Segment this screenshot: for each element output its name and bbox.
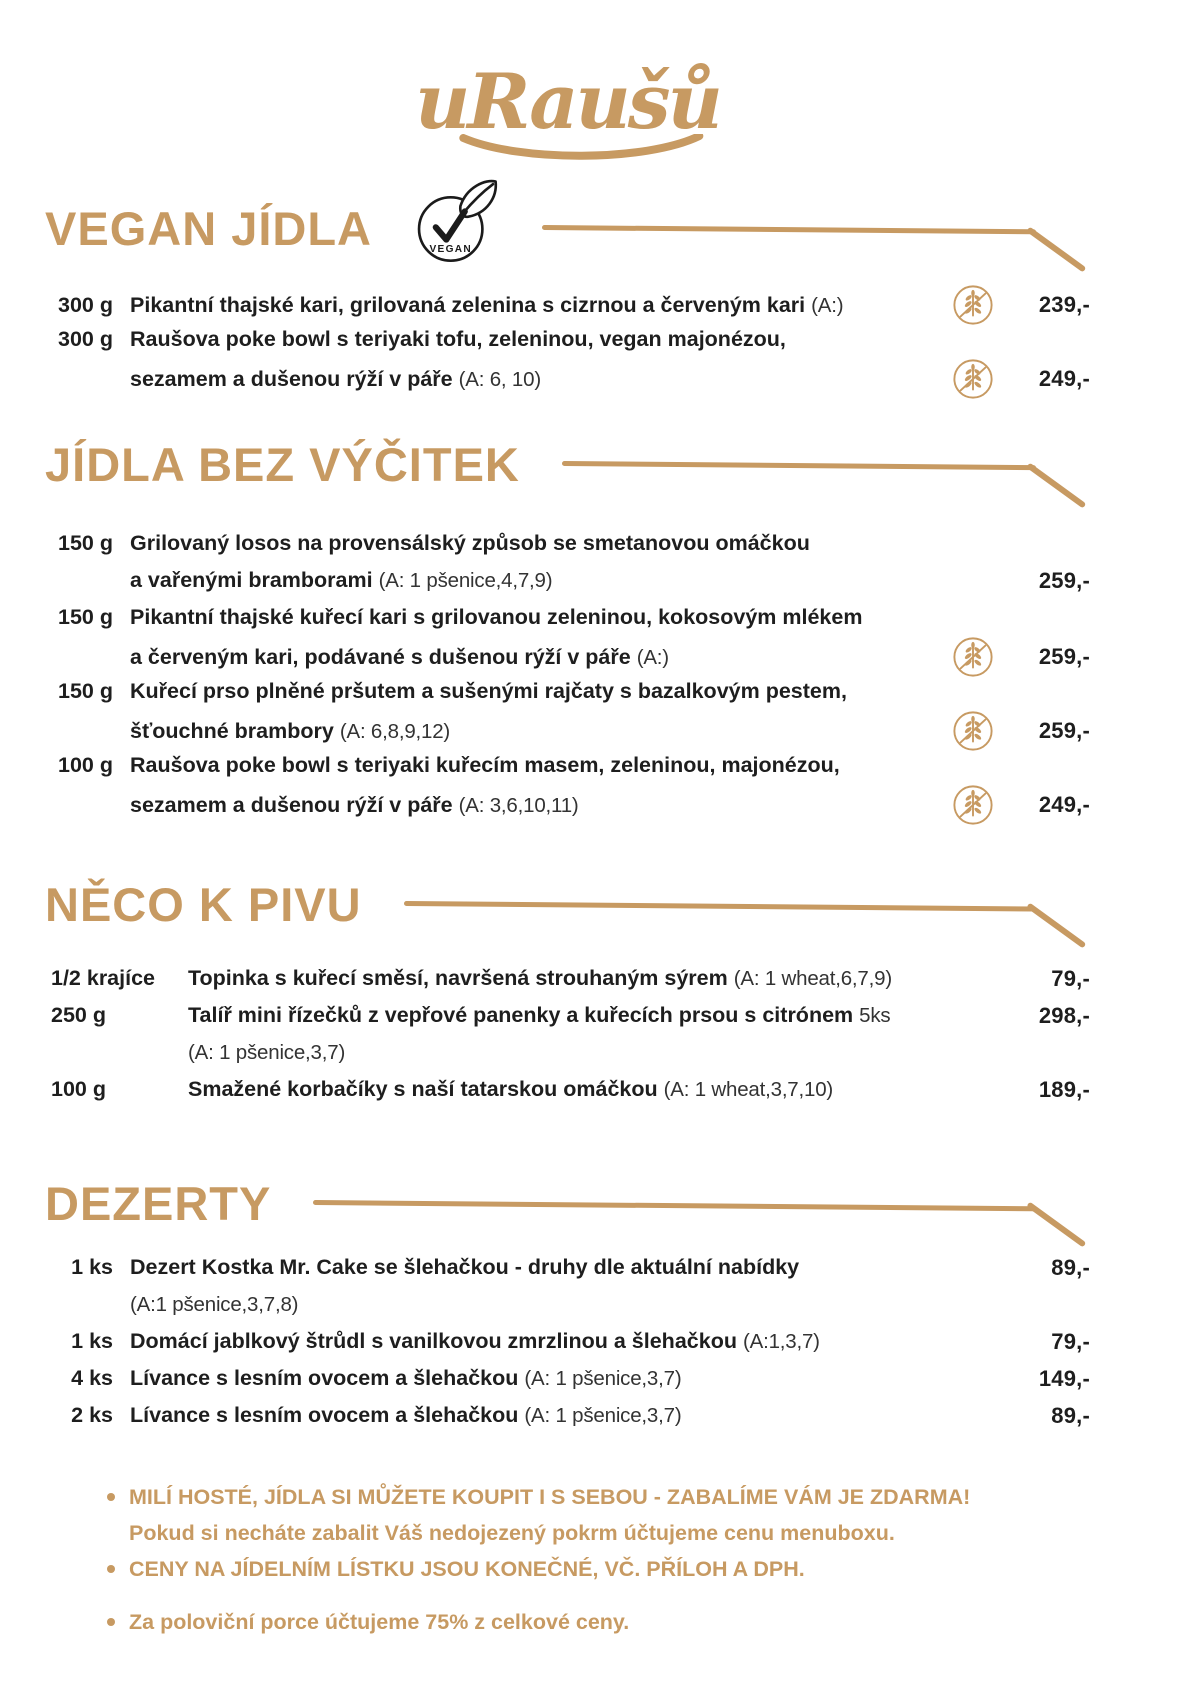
item-icon-cell bbox=[944, 784, 1002, 826]
item-allergen-text: 5ks bbox=[859, 1004, 891, 1027]
item-name-text: Raušova poke bowl s teriyaki tofu, zeleninou, vegan majonézou, bbox=[130, 327, 786, 351]
item-name-text: Lívance s lesním ovocem a šlehačkou bbox=[130, 1403, 519, 1427]
section-title: DEZERTY bbox=[45, 1176, 272, 1230]
menu-item bbox=[45, 673, 1090, 747]
menu-item bbox=[45, 1360, 1090, 1397]
logo-text: uRaušů bbox=[415, 57, 720, 146]
menu-item-line bbox=[45, 747, 1090, 784]
item-price: 149,- bbox=[1038, 1365, 1090, 1391]
item-name-text: Kuřecí prso plněné pršutem a sušenými rajčaty s bazalkovým pestem, bbox=[130, 679, 847, 703]
footer-note bbox=[105, 1604, 1090, 1640]
item-name-text: Lívance s lesním ovocem a šlehačkou bbox=[130, 1366, 519, 1390]
item-description bbox=[113, 719, 944, 744]
item-allergen-text: (A: 3,6,10,11) bbox=[458, 793, 579, 817]
menu-item-line bbox=[45, 525, 1090, 562]
section-divider-line bbox=[404, 865, 1090, 943]
menu-item-line bbox=[45, 1360, 1090, 1397]
item-description bbox=[113, 793, 944, 818]
item-name-text: a červeným kari, podávané s dušenou rýží v páře bbox=[130, 644, 631, 669]
menu-item-line bbox=[45, 710, 1090, 747]
item-price: 239,- bbox=[1038, 292, 1090, 317]
item-description bbox=[113, 1255, 944, 1280]
logo-swoosh-icon bbox=[449, 134, 707, 160]
menu-section-neco-k-pivu bbox=[45, 865, 1090, 1108]
gluten-free-icon bbox=[952, 636, 994, 678]
gluten-free-icon bbox=[952, 358, 994, 400]
item-description bbox=[113, 568, 944, 593]
section-title: NĚCO K PIVU bbox=[45, 877, 362, 931]
footer-notes bbox=[105, 1479, 1090, 1640]
footer-note-bullet-line: CENY NA JÍDELNÍM LÍSTKU JSOU KONEČNÉ, VČ. PŘÍLOH A DPH. bbox=[105, 1551, 1090, 1587]
item-name-text: Dezert Kostka Mr. Cake se šlehačkou - druhy dle aktuální nabídky bbox=[130, 1255, 800, 1279]
restaurant-logo bbox=[45, 58, 1090, 158]
item-name-text: Pikantní thajské kari, grilovaná zelenina s cizrnou a červeným kari bbox=[130, 292, 806, 317]
item-price: 79,- bbox=[1051, 1328, 1090, 1354]
item-icon-cell bbox=[944, 636, 1002, 678]
item-portion-size: 150 g bbox=[58, 605, 113, 629]
footer-note bbox=[105, 1479, 1090, 1551]
menu-item-line bbox=[45, 562, 1090, 599]
item-name-text: Talíř mini řízečků z vepřové panenky a kuřecích prsou s citrónem bbox=[188, 1003, 854, 1027]
menu-item-line bbox=[45, 636, 1090, 673]
item-description bbox=[113, 1366, 944, 1391]
item-icon-cell bbox=[944, 710, 1002, 752]
item-name-text: sezamem a dušenou rýží v páře bbox=[130, 792, 453, 817]
item-portion-size: 2 ks bbox=[71, 1403, 113, 1427]
item-allergen-text: (A: 1 wheat,3,7,10) bbox=[663, 1078, 834, 1101]
item-description bbox=[113, 293, 944, 318]
item-allergen-text: (A:1 pšenice,3,7,8) bbox=[130, 1293, 299, 1316]
section-items bbox=[45, 960, 1090, 1108]
vegan-badge-icon bbox=[412, 172, 500, 272]
section-divider-line bbox=[313, 1164, 1090, 1242]
menu-item-line bbox=[45, 1397, 1090, 1434]
menu-item-line bbox=[45, 358, 1090, 395]
menu-item-line bbox=[45, 997, 1090, 1034]
menu-item bbox=[45, 525, 1090, 599]
menu-item bbox=[45, 1323, 1090, 1360]
section-header bbox=[45, 1164, 1090, 1242]
item-description bbox=[113, 679, 944, 704]
section-title: JÍDLA BEZ VÝČITEK bbox=[45, 437, 520, 491]
section-items bbox=[45, 525, 1090, 821]
section-divider-line bbox=[542, 180, 1090, 276]
menu-item bbox=[45, 1249, 1090, 1323]
item-allergen-text: (A: 1 pšenice,3,7) bbox=[524, 1404, 682, 1427]
item-icon-cell bbox=[944, 358, 1002, 400]
menu-section-jidla-bez-vycitek bbox=[45, 425, 1090, 821]
item-price: 298,- bbox=[1038, 1002, 1090, 1028]
menu-item-line bbox=[45, 1249, 1090, 1286]
item-name-text: Pikantní thajské kuřecí kari s grilovanou zeleninou, kokosovým mlékem bbox=[130, 605, 863, 629]
menu-item bbox=[45, 1071, 1090, 1108]
item-name-text: a vařenými bramborami bbox=[130, 568, 373, 592]
section-title: VEGAN JÍDLA bbox=[45, 201, 372, 255]
item-name-text: Smažené korbačíky s naší tatarskou omáčkou bbox=[188, 1077, 658, 1101]
item-description bbox=[113, 1403, 944, 1428]
item-price: 249,- bbox=[1038, 366, 1090, 391]
item-name-text: Raušova poke bowl s teriyaki kuřecím masem, zeleninou, majonézou, bbox=[130, 753, 840, 777]
item-name-text: sezamem a dušenou rýží v páře bbox=[130, 366, 453, 391]
item-price: 249,- bbox=[1038, 792, 1090, 817]
gluten-free-icon bbox=[952, 710, 994, 752]
item-price: 89,- bbox=[1051, 1254, 1090, 1280]
menu-section-vegan-jidla bbox=[45, 180, 1090, 395]
section-header bbox=[45, 180, 1090, 276]
menu-item-line bbox=[45, 321, 1090, 358]
item-description bbox=[113, 605, 944, 630]
menu-item-line bbox=[45, 599, 1090, 636]
gluten-free-icon bbox=[952, 284, 994, 326]
item-allergen-text: (A: 1 pšenice,3,7) bbox=[188, 1041, 346, 1064]
item-allergen-text: (A: 6, 10) bbox=[458, 367, 541, 391]
menu-item-line bbox=[45, 284, 1090, 321]
footer-note bbox=[105, 1551, 1090, 1587]
item-portion-size: 4 ks bbox=[71, 1366, 113, 1390]
item-name-text: šťouchné brambory bbox=[130, 718, 334, 743]
item-description bbox=[113, 367, 944, 392]
gluten-free-icon bbox=[952, 784, 994, 826]
menu-sections bbox=[45, 180, 1090, 1434]
item-description bbox=[171, 966, 944, 991]
section-header bbox=[45, 425, 1090, 503]
item-name-text: Topinka s kuřecí směsí, navršená strouhaným sýrem bbox=[188, 966, 728, 990]
item-price: 259,- bbox=[1038, 644, 1090, 669]
item-description bbox=[113, 327, 944, 352]
menu-item bbox=[45, 1397, 1090, 1434]
footer-note-bullet-line: Za poloviční porce účtujeme 75% z celkové ceny. bbox=[105, 1604, 1090, 1640]
item-price: 189,- bbox=[1038, 1076, 1090, 1102]
item-allergen-text: (A:1,3,7) bbox=[742, 1330, 820, 1353]
menu-item-line bbox=[45, 784, 1090, 821]
menu-item bbox=[45, 747, 1090, 821]
item-name-text: Grilovaný losos na provensálský způsob se smetanovou omáčkou bbox=[130, 531, 810, 555]
menu-item-line bbox=[45, 1286, 1090, 1323]
section-items bbox=[45, 1249, 1090, 1434]
menu-item bbox=[45, 997, 1090, 1071]
item-portion-size: 150 g bbox=[58, 531, 113, 555]
item-price: 259,- bbox=[1038, 567, 1090, 593]
vegan-badge bbox=[412, 172, 500, 277]
section-header bbox=[45, 865, 1090, 943]
svg-text:VEGAN: VEGAN bbox=[429, 243, 473, 255]
item-description bbox=[113, 1329, 944, 1354]
item-portion-size: 150 g bbox=[58, 679, 113, 703]
menu-item bbox=[45, 321, 1090, 395]
menu-item-line bbox=[45, 960, 1090, 997]
item-portion-size: 1 ks bbox=[71, 1255, 113, 1279]
item-description bbox=[171, 1077, 944, 1102]
item-description bbox=[113, 753, 944, 778]
section-items bbox=[45, 284, 1090, 395]
footer-note-line: Pokud si necháte zabalit Váš nedojezený pokrm účtujeme cenu menuboxu. bbox=[129, 1521, 895, 1545]
item-allergen-text: (A:) bbox=[636, 645, 669, 669]
item-allergen-text: (A: 1 wheat,6,7,9) bbox=[733, 967, 892, 990]
menu-item-line bbox=[45, 1034, 1090, 1071]
item-description bbox=[113, 531, 944, 556]
menu-item bbox=[45, 599, 1090, 673]
item-price: 79,- bbox=[1051, 965, 1090, 991]
item-allergen-text: (A: 1 pšenice,4,7,9) bbox=[378, 569, 553, 592]
item-portion-size: 250 g bbox=[51, 1003, 106, 1027]
menu-section-dezerty bbox=[45, 1164, 1090, 1434]
item-portion-size: 1 ks bbox=[71, 1329, 113, 1353]
item-description bbox=[113, 1292, 944, 1317]
item-allergen-text: (A:) bbox=[811, 293, 844, 317]
item-portion-size: 100 g bbox=[51, 1077, 106, 1101]
footer-note-bullet-line: MILÍ HOSTÉ, JÍDLA SI MŮŽETE KOUPIT I S SEBOU - ZABALÍME VÁM JE ZDARMA! bbox=[105, 1479, 1090, 1515]
item-portion-size: 100 g bbox=[58, 753, 113, 777]
menu-item-line bbox=[45, 1071, 1090, 1108]
item-allergen-text: (A: 1 pšenice,3,7) bbox=[524, 1367, 682, 1390]
item-description bbox=[113, 645, 944, 670]
item-icon-cell bbox=[944, 284, 1002, 326]
item-description bbox=[171, 1040, 944, 1065]
item-portion-size: 300 g bbox=[58, 292, 113, 317]
menu-item bbox=[45, 960, 1090, 997]
item-price: 89,- bbox=[1051, 1402, 1090, 1428]
item-portion-size: 1/2 krajíce bbox=[51, 966, 156, 990]
item-description bbox=[171, 1003, 944, 1028]
item-price: 259,- bbox=[1038, 718, 1090, 743]
item-portion-size: 300 g bbox=[58, 327, 113, 351]
menu-item-line bbox=[45, 673, 1090, 710]
item-allergen-text: (A: 6,8,9,12) bbox=[339, 719, 451, 743]
menu-item-line bbox=[45, 1323, 1090, 1360]
item-name-text: Domácí jablkový štrůdl s vanilkovou zmrzlinou a šlehačkou bbox=[130, 1329, 737, 1353]
menu-item bbox=[45, 284, 1090, 321]
section-divider-line bbox=[562, 425, 1090, 503]
